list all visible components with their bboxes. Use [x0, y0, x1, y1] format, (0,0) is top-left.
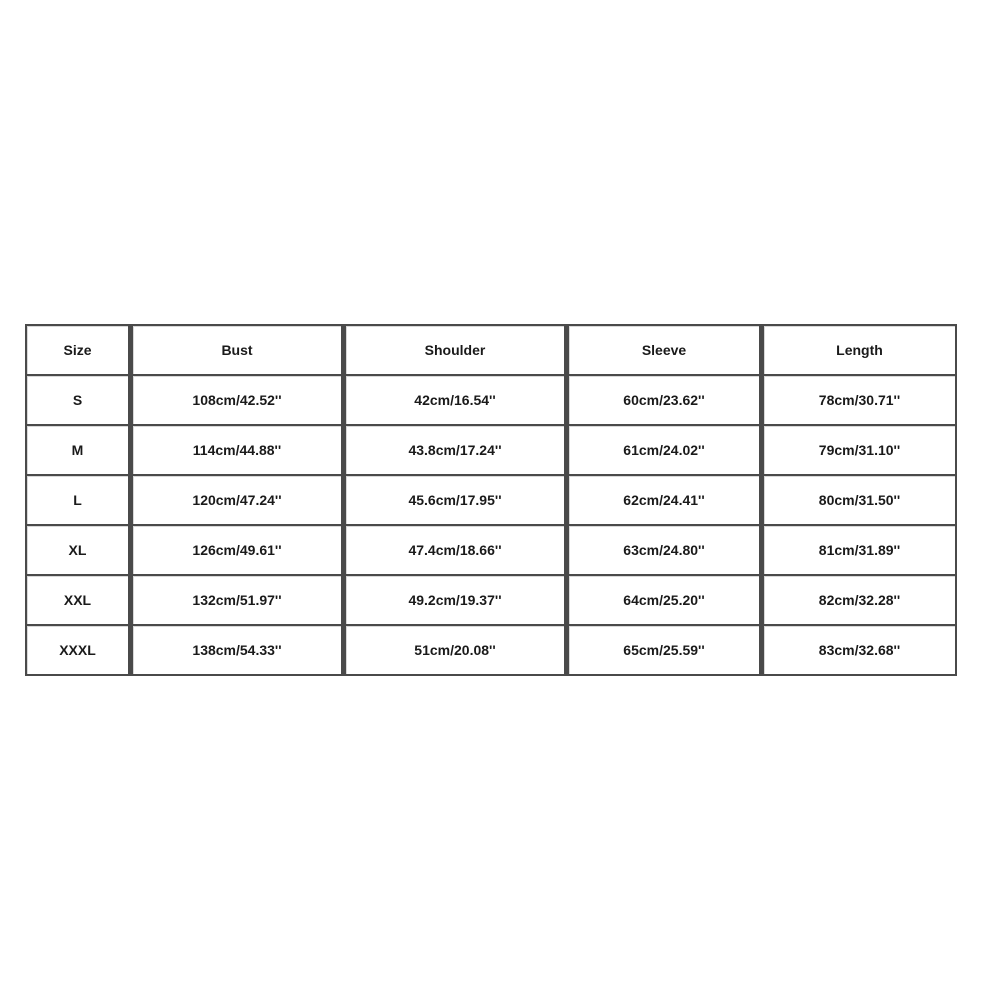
- length-cell: 79cm/31.10'': [761, 426, 957, 476]
- shoulder-cell: 43.8cm/17.24'': [343, 426, 566, 476]
- table-row: [27, 476, 957, 526]
- size-cell: XL: [27, 526, 130, 576]
- bust-cell: 126cm/49.61'': [130, 526, 343, 576]
- size-cell: L: [27, 476, 130, 526]
- table-row: [27, 526, 957, 576]
- table-row: [27, 626, 957, 676]
- bust-cell: 114cm/44.88'': [130, 426, 343, 476]
- sleeve-cell: 62cm/24.41'': [566, 476, 761, 526]
- bust-cell: 108cm/42.52'': [130, 376, 343, 426]
- shoulder-cell: 49.2cm/19.37'': [343, 576, 566, 626]
- table-header-row: [27, 326, 957, 376]
- size-cell: XXXL: [27, 626, 130, 676]
- header-bust: Bust: [130, 326, 343, 376]
- shoulder-cell: 51cm/20.08'': [343, 626, 566, 676]
- table-row: [27, 376, 957, 426]
- header-shoulder: Shoulder: [343, 326, 566, 376]
- shoulder-cell: 47.4cm/18.66'': [343, 526, 566, 576]
- sleeve-cell: 60cm/23.62'': [566, 376, 761, 426]
- header-length: Length: [761, 326, 957, 376]
- header-sleeve: Sleeve: [566, 326, 761, 376]
- sleeve-cell: 61cm/24.02'': [566, 426, 761, 476]
- size-cell: S: [27, 376, 130, 426]
- size-cell: M: [27, 426, 130, 476]
- sleeve-cell: 63cm/24.80'': [566, 526, 761, 576]
- length-cell: 82cm/32.28'': [761, 576, 957, 626]
- bust-cell: 138cm/54.33'': [130, 626, 343, 676]
- size-chart-table: [25, 324, 957, 676]
- length-cell: 78cm/30.71'': [761, 376, 957, 426]
- sleeve-cell: 64cm/25.20'': [566, 576, 761, 626]
- length-cell: 80cm/31.50'': [761, 476, 957, 526]
- table-row: [27, 576, 957, 626]
- table-row: [27, 426, 957, 476]
- header-size: Size: [27, 326, 130, 376]
- shoulder-cell: 45.6cm/17.95'': [343, 476, 566, 526]
- size-cell: XXL: [27, 576, 130, 626]
- bust-cell: 120cm/47.24'': [130, 476, 343, 526]
- sleeve-cell: 65cm/25.59'': [566, 626, 761, 676]
- bust-cell: 132cm/51.97'': [130, 576, 343, 626]
- length-cell: 83cm/32.68'': [761, 626, 957, 676]
- length-cell: 81cm/31.89'': [761, 526, 957, 576]
- shoulder-cell: 42cm/16.54'': [343, 376, 566, 426]
